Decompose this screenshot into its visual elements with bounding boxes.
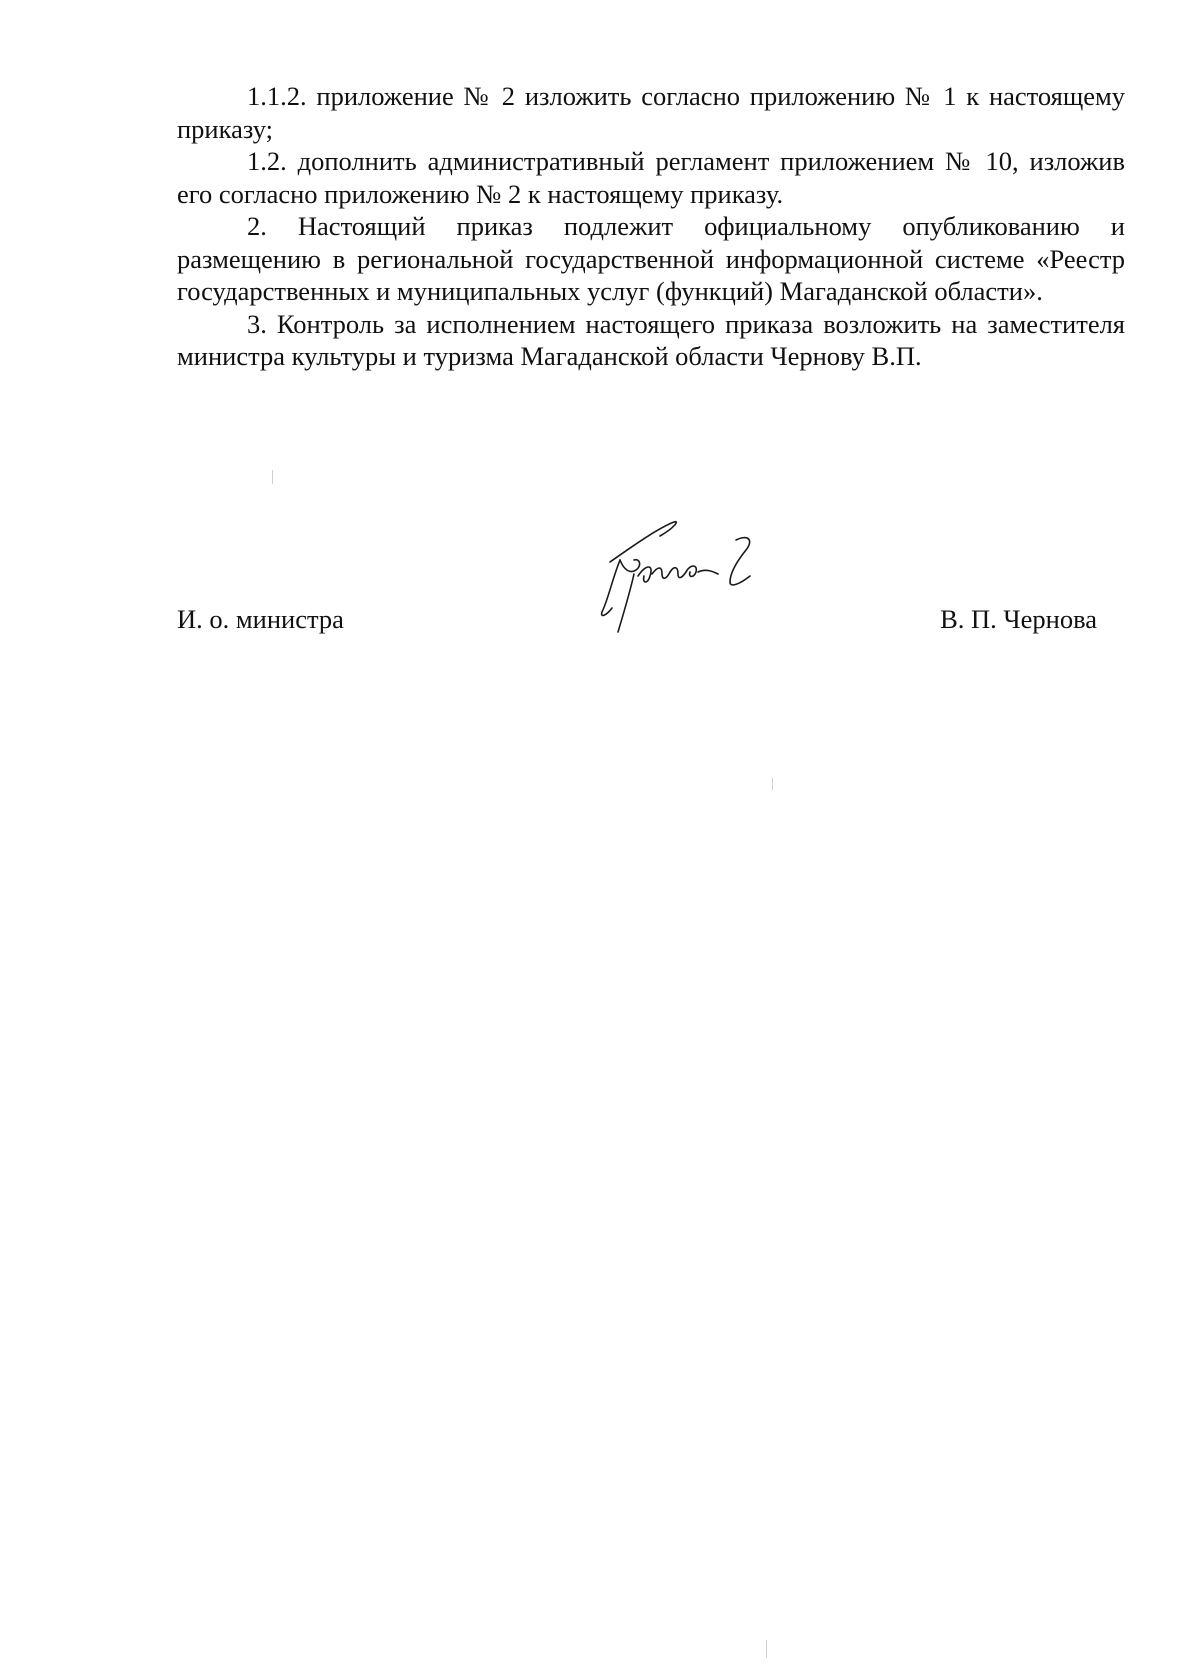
signatory-position: И. о. министра	[177, 604, 344, 634]
paragraph-2: 2. Настоящий приказ подлежит официальному опубликованию и размещению в региональной государственной информационной системе «Реестр государственных и муниципальных услуг (функций) Магаданской области».	[177, 211, 1125, 306]
scan-speck	[766, 1640, 767, 1658]
paragraph-3: 3. Контроль за исполнением настоящего приказа возложить на заместителя министра культуры и туризма Магаданской области Чернову В.П.	[177, 308, 1125, 371]
paragraph-1-2: 1.2. дополнить административный регламент приложением № 10, изложив его согласно приложению № 2 к настоящему приказу.	[177, 146, 1125, 209]
signatory-name: В. П. Чернова	[940, 604, 1097, 634]
scan-speck	[772, 778, 773, 790]
scan-speck	[272, 470, 273, 484]
paragraph-1-1-2: 1.1.2. приложение № 2 изложить согласно приложению № 1 к настоящему приказу;	[177, 81, 1125, 144]
signature-block	[177, 603, 1097, 643]
document-body	[177, 80, 1125, 373]
